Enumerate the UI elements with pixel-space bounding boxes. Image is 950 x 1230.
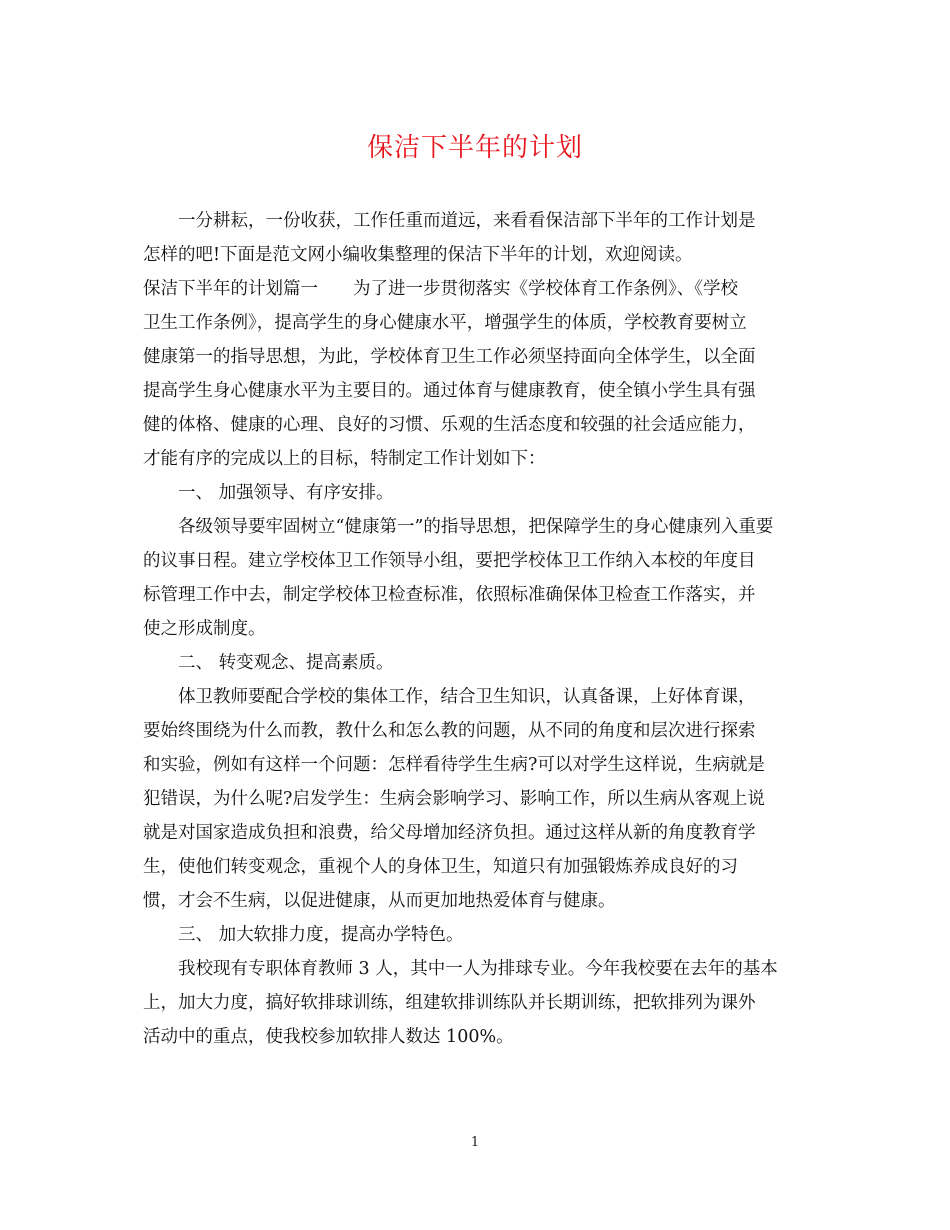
body-line: 二、 转变观念、提高素质。 xyxy=(178,653,394,673)
body-line: 惯，才会不生病，以促进健康，从而更加地热爱体育与健康。 xyxy=(143,891,616,911)
body-line: 上，加大力度，搞好软排球训练，组建软排训练队并长期训练，把软排列为课外 xyxy=(143,993,756,1013)
body-line: 使之形成制度。 xyxy=(143,619,266,639)
body-line: 卫生工作条例》，提高学生的身心健康水平，增强学生的体质，学校教育要树立 xyxy=(143,313,747,333)
body-line: 提高学生身心健康水平为主要目的。通过体育与健康教育，使全镇小学生具有强 xyxy=(143,381,756,401)
body-line: 三、 加大软排力度，提高办学特色。 xyxy=(178,925,464,945)
body-line: 犯错误，为什么呢?启发学生：生病会影响学习、影响工作，所以生病从客观上说 xyxy=(143,789,765,809)
body-line: 健康第一的指导思想，为此，学校体育卫生工作必须坚持面向全体学生，以全面 xyxy=(143,347,756,367)
page-number: 1 xyxy=(470,1135,480,1150)
body-line: 一、 加强领导、有序安排。 xyxy=(178,483,394,503)
body-line: 各级领导要牢固树立“健康第一”的指导思想，把保障学生的身心健康列入重要 xyxy=(178,517,774,537)
document-title: 保洁下半年的计划 xyxy=(366,133,583,163)
body-line: 的议事日程。建立学校体卫工作领导小组，要把学校体卫工作纳入本校的年度目 xyxy=(143,551,756,571)
body-line: 怎样的吧!下面是范文网小编收集整理的保洁下半年的计划，欢迎阅读。 xyxy=(143,245,693,265)
document-body xyxy=(143,204,815,1054)
body-line: 要始终围绕为什么而教，教什么和怎么教的问题，从不同的角度和层次进行探索 xyxy=(143,721,756,741)
body-line: 体卫教师要配合学校的集体工作，结合卫生知识，认真备课，上好体育课， xyxy=(178,687,756,707)
body-line: 和实验，例如有这样一个问题：怎样看待学生生病?可以对学生这样说，生病就是 xyxy=(143,755,765,775)
body-line: 保洁下半年的计划篇一 为了进一步贯彻落实《学校体育工作条例》、《学校 xyxy=(143,279,738,299)
body-line: 活动中的重点，使我校参加软排人数达 100%。 xyxy=(143,1027,514,1047)
body-line: 健的体格、健康的心理、良好的习惯、乐观的生活态度和较强的社会适应能力， xyxy=(143,415,756,435)
body-line: 才能有序的完成以上的目标，特制定工作计划如下： xyxy=(143,449,546,469)
body-line: 就是对国家造成负担和浪费，给父母增加经济负担。通过这样从新的角度教育学 xyxy=(143,823,756,843)
body-line: 一分耕耘，一份收获，工作任重而道远，来看看保洁部下半年的工作计划是 xyxy=(178,211,756,231)
body-line: 我校现有专职体育教师 3 人，其中一人为排球专业。今年我校要在去年的基本 xyxy=(178,959,778,979)
body-line: 生，使他们转变观念，重视个人的身体卫生，知道只有加强锻炼养成良好的习 xyxy=(143,857,738,877)
body-line: 标管理工作中去，制定学校体卫检查标准，依照标准确保体卫检查工作落实，并 xyxy=(143,585,756,605)
